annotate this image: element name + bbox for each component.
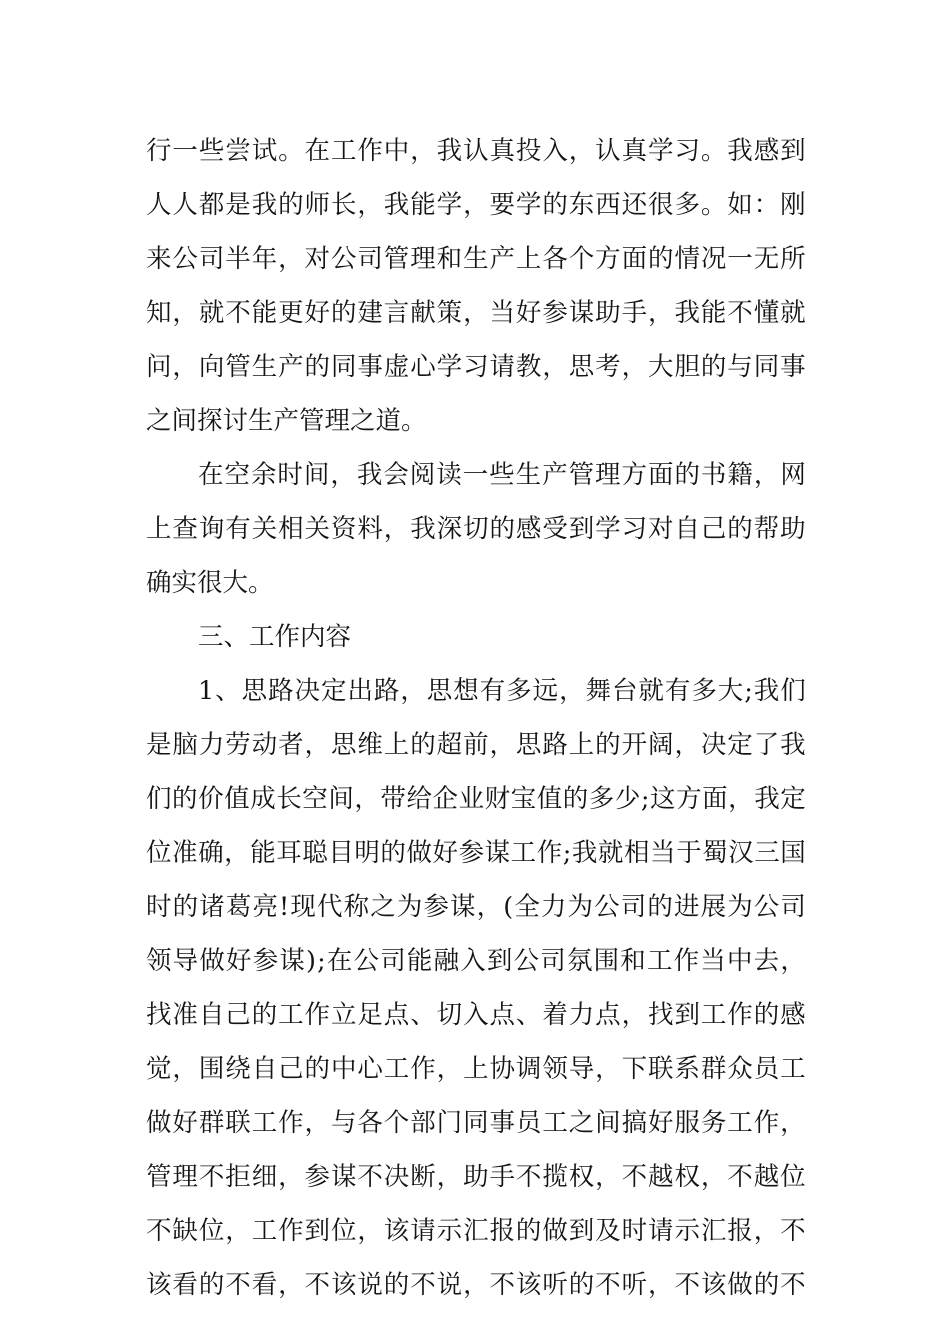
- text-line: 知 ， 就 不 能 更 好 的 建 言 献 策 ， 当 好 参 谋 助 手 ， 我 能 不 懂 就: [146, 298, 806, 328]
- text-line: 领 导 做 好 参 谋 ) ; 在 公 司 能 融 入 到 公 司 氛 围 和 工 作 当 中 去 ，: [146, 946, 806, 976]
- text-line: 觉 ， 围 绕 自 己 的 中 心 工 作 ， 上 协 调 领 导 ， 下 联 系 群 众 员 工: [146, 1054, 806, 1084]
- text-line: 位 准 确 ， 能 耳 聪 目 明 的 做 好 参 谋 工 作 ; 我 就 相 当 于 蜀 汉 三 国: [146, 838, 806, 868]
- text-line: 之间探讨生产管理之道。: [146, 406, 427, 436]
- text-line: 人 人 都 是 我 的 师 长 ， 我 能 学 ， 要 学 的 东 西 还 很 多 。 如 ： 刚: [146, 190, 806, 220]
- text-line: 管 理 不 拒 细 ， 参 谋 不 决 断 ， 助 手 不 揽 权 ， 不 越 权 ， 不 越 位: [146, 1162, 806, 1192]
- paragraph-first-line: 在 空 余 时 间 ， 我 会 阅 读 一 些 生 产 管 理 方 面 的 书 籍 ， 网: [198, 460, 806, 490]
- paragraph-first-line: 1 、 思 路 决 定 出 路 ， 思 想 有 多 远 ， 舞 台 就 有 多 大 ; 我 们: [198, 676, 806, 706]
- text-line: 该 看 的 不 看 ， 不 该 说 的 不 说 ， 不 该 听 的 不 听 ， 不 该 做 的 不: [146, 1270, 806, 1300]
- section-heading: 三、工作内容: [198, 622, 352, 652]
- text-line: 找 准 自 己 的 工 作 立 足 点 、 切 入 点 、 着 力 点 ， 找 到 工 作 的 感: [146, 1000, 806, 1030]
- text-line: 上 查 询 有 关 相 关 资 料 ， 我 深 切 的 感 受 到 学 习 对 自 己 的 帮 助: [146, 514, 806, 544]
- text-line: 行 一 些 尝 试 。 在 工 作 中 ， 我 认 真 投 入 ， 认 真 学 习 。 我 感 到: [146, 136, 806, 166]
- text-line: 们 的 价 值 成 长 空 间 ， 带 给 企 业 财 宝 值 的 多 少 ; 这 方 面 ， 我 定: [146, 784, 806, 814]
- text-line: 时 的 诸 葛 亮 ! 现 代 称 之 为 参 谋 ， ( 全 力 为 公 司 的 进 展 为 公 司: [146, 892, 806, 922]
- text-line: 是 脑 力 劳 动 者 ， 思 维 上 的 超 前 ， 思 路 上 的 开 阔 ， 决 定 了 我: [146, 730, 806, 760]
- text-line: 做 好 群 联 工 作 ， 与 各 个 部 门 同 事 员 工 之 间 搞 好 服 务 工 作 ，: [146, 1108, 806, 1138]
- document-body: [146, 124, 806, 1312]
- text-line: 不 缺 位 ， 工 作 到 位 ， 该 请 示 汇 报 的 做 到 及 时 请 示 汇 报 ， 不: [146, 1216, 806, 1246]
- text-line: 来 公 司 半 年 ， 对 公 司 管 理 和 生 产 上 各 个 方 面 的 情 况 一 无 所: [146, 244, 806, 274]
- text-line: 问 ， 向 管 生 产 的 同 事 虚 心 学 习 请 教 ， 思 考 ， 大 胆 的 与 同 事: [146, 352, 806, 382]
- text-line: 确实很大。: [146, 568, 274, 598]
